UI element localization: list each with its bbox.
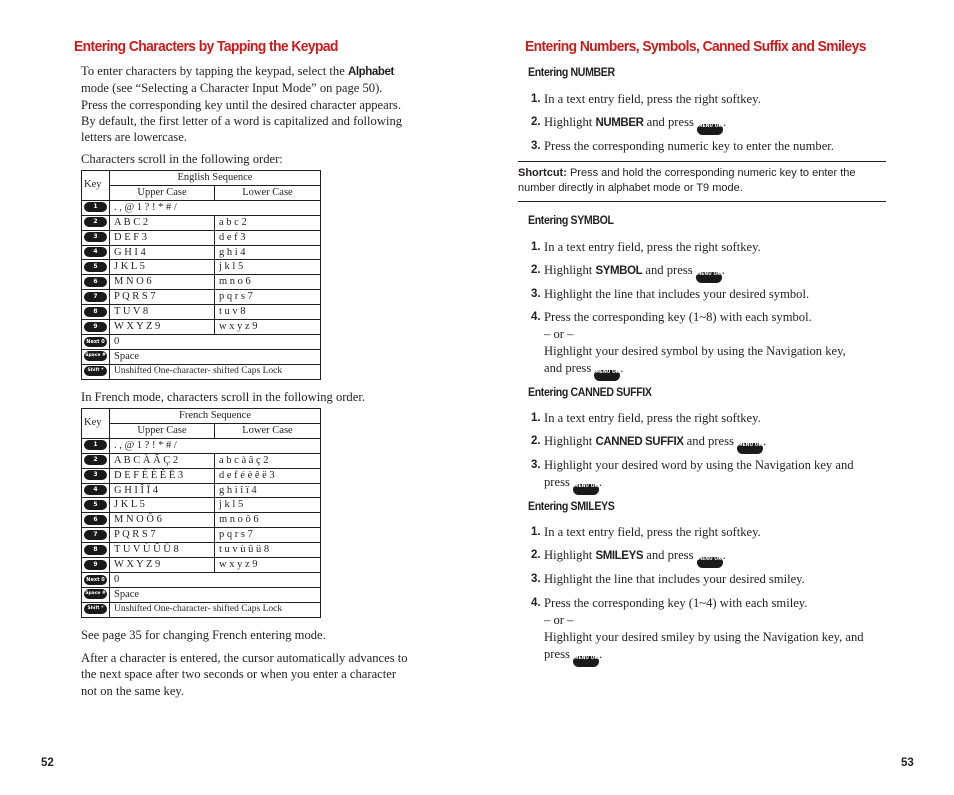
see-page-text: See page 35 for changing French entering mode. <box>81 628 326 642</box>
step-line: and press <box>544 361 592 375</box>
lower-case-cell: a b c à â ç 2 <box>215 453 321 468</box>
lower-case-cell: g h i î ï 4 <box>215 483 321 498</box>
number-key-icon: 5 <box>84 500 107 510</box>
sequence-header: English Sequence <box>110 171 321 186</box>
table-row <box>82 558 321 573</box>
upper-case-cell: P Q R S 7 <box>110 528 215 543</box>
upper-case-cell: . , @ 1 ? ! * # / <box>110 200 321 215</box>
english-sequence-table <box>81 170 321 380</box>
shift-value: Unshifted One-character- shifted Caps Lock <box>110 364 321 379</box>
step-number: 1. <box>531 241 541 253</box>
shortcut-text: Press and hold the corresponding numeric key to enter the <box>566 167 856 179</box>
symbol-keyword: SYMBOL <box>595 265 643 277</box>
upper-case-cell: W X Y Z 9 <box>110 320 215 335</box>
french-sequence-table <box>81 408 321 618</box>
or-separator: – or – <box>544 613 574 627</box>
french-rows <box>82 438 321 572</box>
next-key <box>82 572 110 587</box>
lower-case-header: Lower Case <box>215 185 321 200</box>
key-cell <box>82 320 110 335</box>
number-key-icon: 7 <box>84 292 107 302</box>
intro-line: mode (see “Selecting a Character Input Mode” on page 50). <box>81 81 383 96</box>
upper-case-cell: J K L 5 <box>110 260 215 275</box>
number-key-icon: 2 <box>84 217 107 227</box>
smileys-subhead: Entering SMILEYS <box>528 501 615 513</box>
shift-key-icon: Shift * <box>84 604 107 614</box>
table-row <box>82 275 321 290</box>
step-text: Highlight the line that includes your desired smiley. <box>544 572 805 586</box>
step-text: In a text entry field, press the right softkey. <box>544 92 761 106</box>
number-keyword: NUMBER <box>595 117 644 129</box>
number-key-icon: 4 <box>84 247 107 257</box>
key-cell <box>82 483 110 498</box>
intro-line: Press the corresponding key until the desired character appears. <box>81 97 401 112</box>
left-heading: Entering Characters by Tapping the Keypad <box>74 38 338 55</box>
number-key-icon: 3 <box>84 232 107 242</box>
table-row <box>82 483 321 498</box>
step-text: Press the corresponding key (1~8) with each symbol. – or – Highlight your desired symbol by using the Navigation key, and press MENU OK. <box>544 309 884 381</box>
step-line: Highlight your desired smiley by using the Navigation key, and <box>544 630 864 644</box>
upper-case-cell: . , @ 1 ? ! * # / <box>110 438 321 453</box>
lower-case-cell: p q r s 7 <box>215 290 321 305</box>
smileys-keyword: SMILEYS <box>595 550 644 562</box>
key-cell <box>82 438 110 453</box>
step-text: Highlight SMILEYS and press MENU OK. <box>544 547 884 568</box>
upper-case-cell: P Q R S 7 <box>110 290 215 305</box>
shortcut-text: number directly in alphabet mode or T9 mode. <box>518 182 743 194</box>
shortcut-label: Shortcut: <box>518 167 567 179</box>
menu-ok-key-icon: MENU OK <box>696 272 722 283</box>
key-cell <box>82 528 110 543</box>
key-cell <box>82 290 110 305</box>
step-pre: Highlight <box>544 434 596 448</box>
step-number: 3. <box>531 288 541 300</box>
or-separator: – or – <box>544 327 574 341</box>
upper-case-cell: M N O Ô 6 <box>110 513 215 528</box>
table-row <box>82 200 321 215</box>
next-value: 0 <box>110 334 321 349</box>
step-text: Highlight CANNED SUFFIX and press MENU OK. <box>544 433 884 454</box>
intro-text: To enter characters by tapping the keypad, select the <box>81 64 348 78</box>
space-key <box>82 587 110 602</box>
step-text: Press the corresponding key (1~4) with each smiley. – or – Highlight your desired smiley by using the Navigation key, and press MENU OK. <box>544 595 884 667</box>
upper-case-cell: A B C À Â Ç 2 <box>110 453 215 468</box>
key-cell <box>82 230 110 245</box>
number-key-icon: 8 <box>84 545 107 555</box>
shift-key-icon: Shift * <box>84 366 107 376</box>
space-key-icon: Space # <box>84 589 107 599</box>
key-header: Key <box>82 409 110 439</box>
menu-ok-key-icon: MENU OK <box>573 484 599 495</box>
upper-case-header: Upper Case <box>110 423 215 438</box>
key-cell <box>82 200 110 215</box>
key-cell <box>82 453 110 468</box>
table-row <box>82 320 321 335</box>
number-key-icon: 6 <box>84 515 107 525</box>
key-cell <box>82 245 110 260</box>
next-value: 0 <box>110 572 321 587</box>
upper-case-cell: W X Y Z 9 <box>110 558 215 573</box>
after-line: After a character is entered, the cursor automatically advances to <box>81 651 408 665</box>
key-cell <box>82 498 110 513</box>
step-text: Highlight SYMBOL and press MENU OK. <box>544 262 884 283</box>
menu-ok-key-icon: MENU OK <box>697 124 723 135</box>
menu-ok-key-icon: MENU OK <box>697 557 723 568</box>
page-number-right: 53 <box>901 757 914 769</box>
lower-case-cell: j k l 5 <box>215 498 321 513</box>
sequence-header: French Sequence <box>110 409 321 424</box>
number-key-icon: 3 <box>84 470 107 480</box>
shift-value: Unshifted One-character- shifted Caps Lock <box>110 602 321 617</box>
intro-line: By default, the first letter of a word is capitalized and following <box>81 113 403 128</box>
step-pre: Highlight <box>544 263 596 277</box>
step-line: Press the corresponding key (1~8) with each symbol. <box>544 310 812 324</box>
step-pre: Highlight <box>544 548 596 562</box>
step-text: In a text entry field, press the right softkey. <box>544 240 761 254</box>
step-text: In a text entry field, press the right softkey. <box>544 411 761 425</box>
step-number: 2. <box>531 264 541 276</box>
lower-case-cell: d e f é è ê ë 3 <box>215 468 321 483</box>
key-cell <box>82 558 110 573</box>
step-text: Highlight the line that includes your desired symbol. <box>544 287 810 301</box>
number-key-icon: 5 <box>84 262 107 272</box>
space-value: Space <box>110 349 321 364</box>
step-pre: Highlight <box>544 115 596 129</box>
step-number: 1. <box>531 93 541 105</box>
table-row <box>82 513 321 528</box>
menu-ok-key-icon: MENU OK <box>594 370 620 381</box>
intro-paragraph <box>81 63 451 145</box>
table-row <box>82 260 321 275</box>
next-key-icon: Next 0 <box>84 337 107 347</box>
lower-case-cell: d e f 3 <box>215 230 321 245</box>
step-text: Press the corresponding numeric key to enter the number. <box>544 139 834 153</box>
scroll-text: Characters scroll in the following order: <box>81 152 283 166</box>
table-row <box>82 215 321 230</box>
space-key <box>82 349 110 364</box>
table-row <box>82 498 321 513</box>
after-line: not on the same key. <box>81 683 185 698</box>
table-row <box>82 230 321 245</box>
step-line: press <box>544 475 570 489</box>
french-intro: In French mode, characters scroll in the following order. <box>81 390 365 404</box>
step-post: and press <box>643 548 694 562</box>
step-number: 1. <box>531 412 541 424</box>
lower-case-cell: w x y z 9 <box>215 558 321 573</box>
table-row <box>82 453 321 468</box>
number-subhead: Entering NUMBER <box>528 67 615 79</box>
shift-key <box>82 364 110 379</box>
right-heading: Entering Numbers, Symbols, Canned Suffix and Smileys <box>525 38 866 55</box>
lower-case-cell: p q r s 7 <box>215 528 321 543</box>
table-row <box>82 528 321 543</box>
step-number: 3. <box>531 573 541 585</box>
upper-case-cell: T U V 8 <box>110 305 215 320</box>
table-row <box>82 290 321 305</box>
number-key-icon: 8 <box>84 307 107 317</box>
step-post: and press <box>642 263 693 277</box>
lower-case-cell: a b c 2 <box>215 215 321 230</box>
key-cell <box>82 215 110 230</box>
after-line: the next space after two seconds or when you enter a character <box>81 667 397 682</box>
number-key-icon: 9 <box>84 560 107 570</box>
key-header: Key <box>82 171 110 201</box>
step-line: Highlight your desired symbol by using the Navigation key, <box>544 344 846 358</box>
step-line: press <box>544 647 570 661</box>
key-cell <box>82 543 110 558</box>
step-line: Press the corresponding key (1~4) with each smiley. <box>544 596 808 610</box>
upper-case-cell: T U V Ù Û Ü 8 <box>110 543 215 558</box>
step-text: Highlight your desired word by using the Navigation key and press MENU OK. <box>544 457 884 495</box>
upper-case-cell: D E F É È Ê Ë 3 <box>110 468 215 483</box>
shortcut-box <box>518 161 886 202</box>
lower-case-cell: t u v 8 <box>215 305 321 320</box>
canned-suffix-subhead: Entering CANNED SUFFIX <box>528 387 652 399</box>
number-key-icon: 7 <box>84 530 107 540</box>
shift-key <box>82 602 110 617</box>
number-key-icon: 4 <box>84 485 107 495</box>
lower-case-cell: m n o 6 <box>215 275 321 290</box>
key-cell <box>82 260 110 275</box>
next-key-icon: Next 0 <box>84 575 107 585</box>
english-rows <box>82 200 321 334</box>
upper-case-header: Upper Case <box>110 185 215 200</box>
lower-case-cell: m n o ô 6 <box>215 513 321 528</box>
table-row <box>82 245 321 260</box>
table-row <box>82 543 321 558</box>
upper-case-cell: A B C 2 <box>110 215 215 230</box>
page-number-left: 52 <box>41 757 54 769</box>
upper-case-cell: G H I 4 <box>110 245 215 260</box>
upper-case-cell: J K L 5 <box>110 498 215 513</box>
alphabet-keyword: Alphabet <box>347 66 394 78</box>
intro-line: letters are lowercase. <box>81 130 187 145</box>
space-key-icon: Space # <box>84 351 107 361</box>
step-text: Highlight NUMBER and press MENU OK. <box>544 114 884 135</box>
number-key-icon: 2 <box>84 455 107 465</box>
table-row <box>82 305 321 320</box>
step-post: and press <box>643 115 694 129</box>
table-row <box>82 468 321 483</box>
step-number: 3. <box>531 459 541 471</box>
lower-case-cell: g h i 4 <box>215 245 321 260</box>
lower-case-cell: t u v ù û ü 8 <box>215 543 321 558</box>
step-number: 2. <box>531 549 541 561</box>
key-cell <box>82 305 110 320</box>
after-paragraph <box>81 650 451 699</box>
step-number: 2. <box>531 435 541 447</box>
lower-case-cell: j k l 5 <box>215 260 321 275</box>
key-cell <box>82 513 110 528</box>
space-value: Space <box>110 587 321 602</box>
key-cell <box>82 275 110 290</box>
number-key-icon: 1 <box>84 202 107 212</box>
upper-case-cell: M N O 6 <box>110 275 215 290</box>
menu-ok-key-icon: MENU OK <box>573 656 599 667</box>
symbol-subhead: Entering SYMBOL <box>528 215 614 227</box>
step-line: Highlight your desired word by using the Navigation key and <box>544 458 854 472</box>
table-row <box>82 438 321 453</box>
step-number: 3. <box>531 140 541 152</box>
step-number: 4. <box>531 311 541 323</box>
lower-case-cell: w x y z 9 <box>215 320 321 335</box>
canned-suffix-keyword: CANNED SUFFIX <box>595 436 684 448</box>
key-cell <box>82 468 110 483</box>
step-text: In a text entry field, press the right softkey. <box>544 525 761 539</box>
next-key <box>82 334 110 349</box>
lower-case-header: Lower Case <box>215 423 321 438</box>
step-post: and press <box>683 434 734 448</box>
menu-ok-key-icon: MENU OK <box>737 443 763 454</box>
number-key-icon: 6 <box>84 277 107 287</box>
number-key-icon: 9 <box>84 322 107 332</box>
upper-case-cell: D E F 3 <box>110 230 215 245</box>
step-number: 2. <box>531 116 541 128</box>
upper-case-cell: G H I Î Ï 4 <box>110 483 215 498</box>
step-number: 4. <box>531 597 541 609</box>
number-key-icon: 1 <box>84 440 107 450</box>
step-number: 1. <box>531 526 541 538</box>
